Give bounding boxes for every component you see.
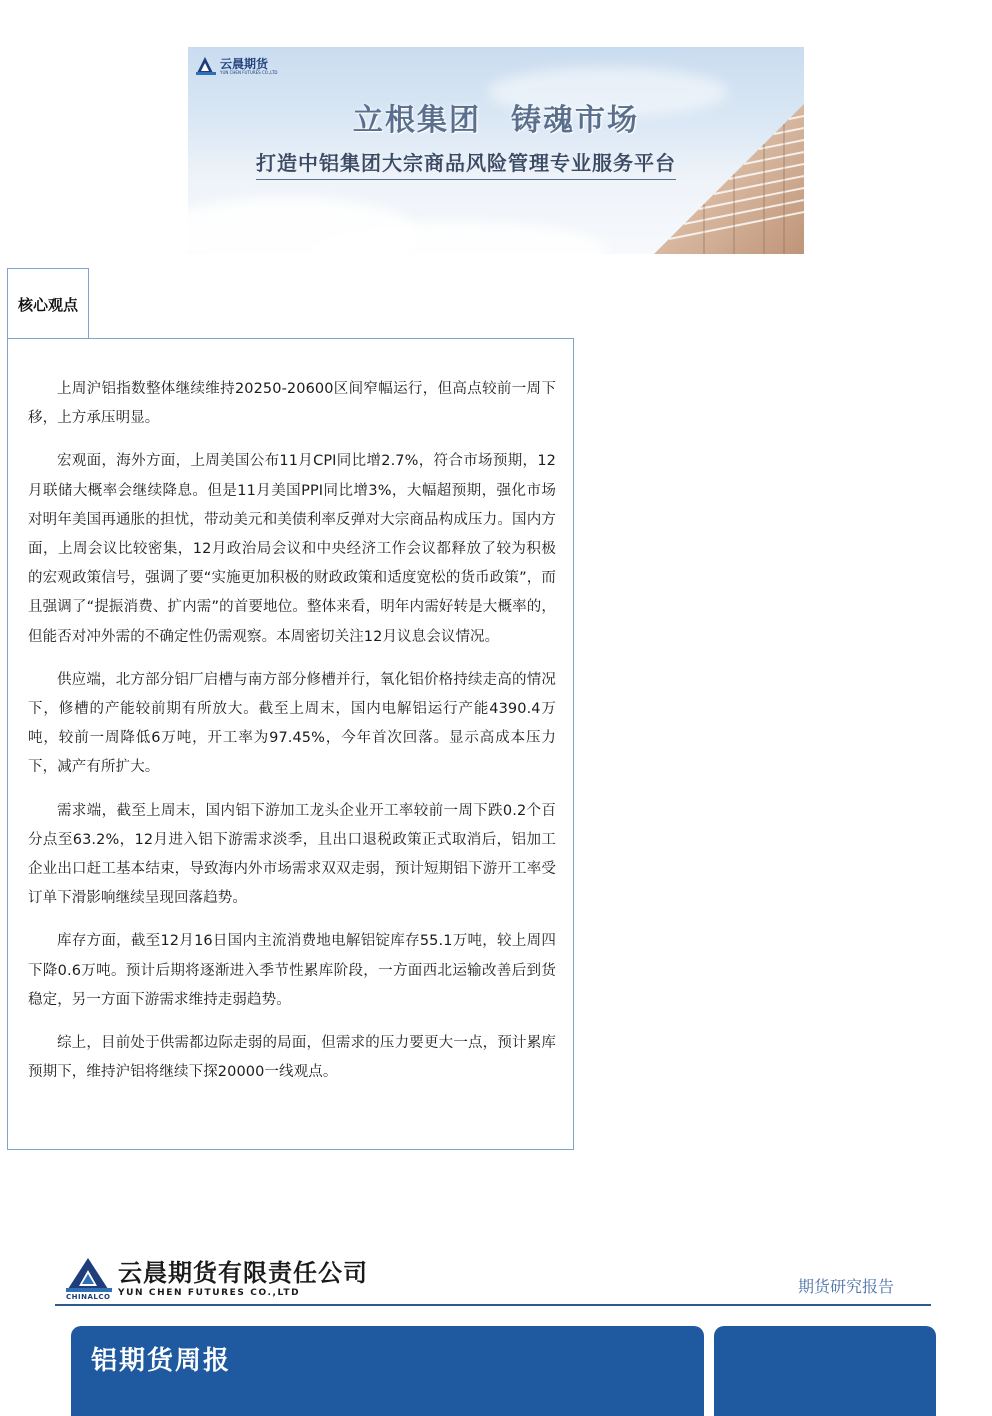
paragraph-demand: 需求端，截至上周末，国内铝下游加工龙头企业开工率较前一周下跌0.2个百分点至63.2%，12月进入铝下游需求淡季，且出口退税政策正式取消后，铝加工企业出口赶工基本结束，导致海内外市场需求双双走弱，预计短期铝下游开工率受订单下滑影响继续呈现回落趋势。 bbox=[28, 802, 556, 907]
header-banner bbox=[188, 47, 804, 254]
slogan-left: 立根集团 bbox=[353, 103, 481, 138]
company-name-cn: 云晨期货有限责任公司 bbox=[118, 1259, 368, 1287]
paragraph-overview: 上周沪铝指数整体继续维持20250-20600区间窄幅运行，但高点较前一周下移，上方承压明显。 bbox=[28, 381, 556, 427]
core-view-tab bbox=[7, 268, 89, 338]
chinalco-label: CHINALCO bbox=[66, 1293, 111, 1301]
banner-subtitle: 打造中铝集团大宗商品风险管理专业服务平台 bbox=[256, 147, 676, 180]
core-view-box bbox=[7, 338, 574, 1150]
header-divider bbox=[55, 1304, 931, 1306]
company-header-logo bbox=[66, 1258, 368, 1300]
paragraph-macro: 宏观面，海外方面，上周美国公布11月CPI同比增2.7%，符合市场预期，12月联储大概率会继续降息。但是11月美国PPI同比增3%，大幅超预期，强化市场对明年美国再通胀的担忧，带动美元和美债利率反弹对大宗商品构成压力。国内方面，上周会议比较密集，12月政治局会议和中央经济工作会议都释放了较为积极的宏观政策信号，强调了要“实施更加积极的财政政策和适度宽松的货币政策”，而且强调了“提振消费、扩内需”的首要地位。整体来看，明年内需好转是大概率的，但能否对冲外需的不确定性仍需观察。本周密切关注12月议息会议情况。 bbox=[28, 453, 556, 645]
banner-logo-name: 云晨期货 bbox=[220, 56, 269, 71]
banner-logo bbox=[196, 57, 277, 75]
company-logo-icon bbox=[196, 57, 216, 75]
banner-slogan bbox=[188, 95, 804, 139]
company-name-en: YUN CHEN FUTURES CO.,LTD bbox=[118, 1288, 301, 1298]
slogan-right: 铸魂市场 bbox=[511, 103, 639, 138]
report-title: 铝期货周报 bbox=[91, 1346, 232, 1376]
paragraph-supply: 供应端，北方部分铝厂启槽与南方部分修槽并行，氧化铝价格持续走高的情况下，修槽的产能较前期有所放大。截至上周末，国内电解铝运行产能4390.4万吨，较前一周降低6万吨，开工率为97.45%，今年首次回落。显示高成本压力下，减产有所扩大。 bbox=[28, 671, 556, 776]
paragraph-inventory: 库存方面，截至12月16日国内主流消费地电解铝锭库存55.1万吨，较上周四下降0.6万吨。预计后期将逐渐进入季节性累库阶段，一方面西北运输改善后到货稳定，另一方面下游需求维持走弱趋势。 bbox=[28, 933, 556, 1008]
core-view-content bbox=[28, 375, 556, 1101]
report-type-label: 期货研究报告 bbox=[797, 1277, 894, 1296]
core-view-tab-label: 核心观点 bbox=[18, 296, 79, 314]
paragraph-conclusion: 综上，目前处于供需都边际走弱的局面，但需求的压力要更大一点，预计累库预期下，维持沪铝将继续下探20000一线观点。 bbox=[28, 1035, 556, 1081]
banner-logo-en: YUN CHEN FUTURES CO.,LTD bbox=[220, 69, 278, 75]
